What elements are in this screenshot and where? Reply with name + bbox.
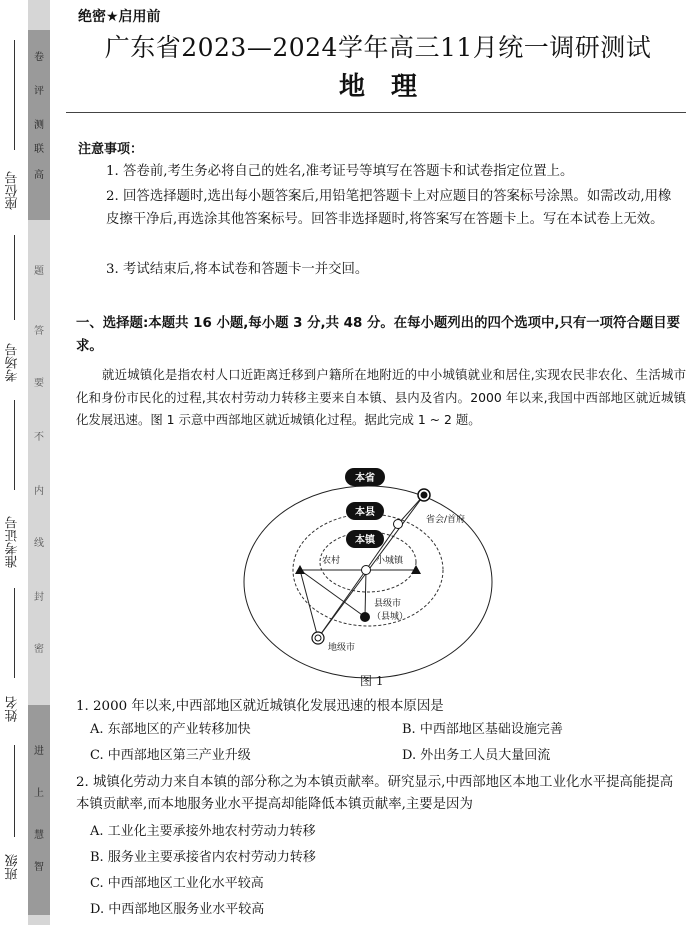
note-item: 3. 考试结束后,将本试卷和答题卡一并交回。	[106, 262, 369, 277]
ticket-number-label: 准考证号	[5, 516, 21, 568]
town-center-node	[362, 566, 371, 575]
county-city-node	[360, 612, 370, 622]
class-label: 班级	[5, 854, 21, 880]
binding-dark-segment	[28, 705, 50, 915]
binding-word: 封	[34, 592, 44, 603]
q1-option-a[interactable]: A. 东部地区的产业转移加快	[90, 722, 251, 737]
binding-word: 线	[34, 538, 44, 549]
binding-word: 慧	[34, 830, 44, 841]
ticket-number-line[interactable]	[14, 400, 15, 490]
q2-option-a[interactable]: A. 工业化主要承接外地农村劳动力转移	[90, 824, 316, 839]
secret-mark: 绝密★启用前	[78, 9, 161, 25]
urbanization-diagram	[240, 462, 500, 692]
binding-word: 不	[34, 432, 44, 443]
binding-word: 内	[34, 486, 44, 497]
seat-number-line[interactable]	[14, 40, 15, 150]
binding-word: 测	[34, 120, 44, 131]
passage: 就近城镇化是指农村人口近距离迁移到户籍所在地附近的中小城镇就业和居住,实现农民非农化、生活城市化和身份市民化的过程,其农村劳动力转移主要来自本镇、县内及省内。2000 年以来,我国中西部地区就近城镇化发展迅速。图 1 示意中西部地区就近城镇化过程。据此完成 1 ~ 2 题。	[76, 367, 686, 428]
binding-word: 联	[34, 144, 44, 155]
binding-word: 答	[34, 326, 44, 337]
binding-word: 智	[34, 862, 44, 873]
q2-option-c[interactable]: C. 中西部地区工业化水平较高	[90, 876, 264, 891]
figure-caption: 图 1	[360, 674, 384, 688]
village-prefecture-link	[300, 570, 318, 638]
province-label: 本省	[355, 473, 375, 484]
note-item: 2. 回答选择题时,选出每小题答案后,用铅笔把答题卡上对应题目的答案标号涂黑。如需改动,用橡皮擦干净后,再选涂其他答案标号。回答非选择题时,将答案写在答题卡上。写在本试卷上无效。	[106, 189, 672, 227]
subject-title: 地理	[338, 72, 443, 102]
binding-word: 要	[34, 378, 44, 389]
binding-word: 上	[34, 788, 44, 799]
section-heading: 一、选择题:本题共 16 小题,每小题 3 分,共 48 分。在每小题列出的四个选项中,只有一项符合题目要求。	[76, 316, 681, 354]
binding-word: 题	[34, 266, 44, 277]
capital-label: 省会/首府	[426, 515, 466, 525]
binding-word: 密	[34, 644, 44, 655]
capital-route-node	[394, 520, 403, 529]
question-1-stem: 1. 2000 年以来,中西部地区就近城镇化发展迅速的根本原因是	[76, 699, 444, 714]
prefecture-town-link	[318, 570, 366, 638]
binding-margin	[0, 0, 54, 925]
q1-option-b[interactable]: B. 中西部地区基础设施完善	[402, 722, 563, 737]
class-line[interactable]	[14, 745, 15, 837]
exam-title: 广东省2023—2024学年高三11月统一调研测试	[104, 33, 652, 62]
county-city-label: 县级市	[374, 599, 402, 609]
q2-option-b[interactable]: B. 服务业主要承接省内农村劳动力转移	[90, 850, 316, 865]
name-line[interactable]	[14, 588, 15, 678]
exam-room-line[interactable]	[14, 235, 15, 320]
q2-option-d[interactable]: D. 中西部地区服务业水平较高	[90, 902, 265, 917]
county-town-label: （县城）	[372, 612, 409, 622]
binding-word: 高	[34, 170, 44, 181]
prefecture-city-label: 地级市	[328, 643, 356, 653]
binding-word: 卷	[34, 52, 44, 63]
notes-heading: 注意事项：	[78, 142, 144, 157]
small-town-label: 小城镇	[376, 556, 404, 566]
exam-room-label: 考场号	[5, 343, 21, 382]
seat-number-label: 座位号	[5, 171, 21, 210]
header-rule	[66, 112, 686, 113]
village-label: 农村	[322, 556, 341, 566]
q1-option-d[interactable]: D. 外出务工人员大量回流	[402, 748, 551, 763]
capital-node-core	[421, 492, 428, 499]
note-item: 1. 答卷前,考生务必将自己的姓名,准考证号等填写在答题卡和试卷指定位置上。	[106, 164, 574, 179]
town-label: 本镇	[355, 535, 375, 546]
question-2-stem: 2. 城镇化劳动力来自本镇的部分称之为本镇贡献率。研究显示,中西部地区本地工业化水平提高能提高本镇贡献率,而本地服务业水平提高却能降低本镇贡献率,主要是因为	[76, 775, 674, 812]
binding-word: 评	[34, 86, 44, 97]
q1-option-c[interactable]: C. 中西部地区第三产业升级	[90, 748, 251, 763]
prefecture-city-node-inner	[315, 635, 321, 641]
name-label: 姓名	[5, 696, 21, 722]
village-county-link	[300, 570, 365, 617]
town-county-link	[365, 570, 366, 617]
county-label: 本县	[355, 507, 375, 518]
binding-word: 进	[34, 746, 44, 757]
